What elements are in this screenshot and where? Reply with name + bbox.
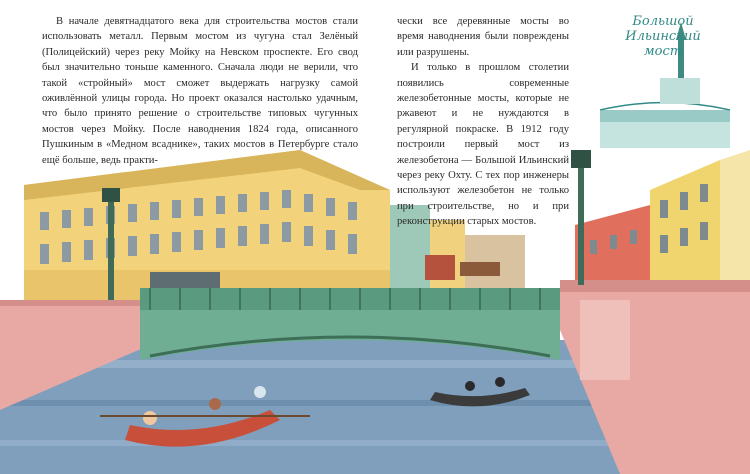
- caption-line: Ильинский: [625, 29, 701, 44]
- text-column-left: [42, 14, 358, 168]
- caption-line: Большой: [632, 14, 694, 29]
- paragraph: И только в прошлом столетии появились современные железобетонные мосты, которые не ржавеют и не нуждаются в регулярной покраске. В 1912 году построили первый мост из железобетона — Большой Ильинский через реку Охту. С тех пор инженеры используют железобетон не только при строительстве, но и при реконструкции старых мостов.: [397, 62, 569, 228]
- paragraph: В начале девятнадцатого века для строительства мостов стали использовать металл. Первым мостом из чугуна стал Зелёный (Полицейский) через реку Мойку на Невском проспекте. Его свод был значительно тоньше каменного. Сначала люди не верили, что такой «стройный» мост сможет выдержать нагрузку самой оживлённой улицы города. Но проект оказался настолько удачным, что было принято решение о строительстве типовых чугунных мостов через Мойку. После наводнения 1824 года, описанного Пушкиным в «Медном всаднике», таких мостов в Петербурге стало ещё больше, ведь практи-: [42, 16, 358, 166]
- caption-line: мост: [643, 44, 683, 59]
- caption-bridge-name: [598, 14, 728, 59]
- text-column-right: [397, 14, 569, 230]
- paragraph-continued: чески все деревянные мосты во время наводнения были повреждены или разрушены.: [397, 16, 569, 58]
